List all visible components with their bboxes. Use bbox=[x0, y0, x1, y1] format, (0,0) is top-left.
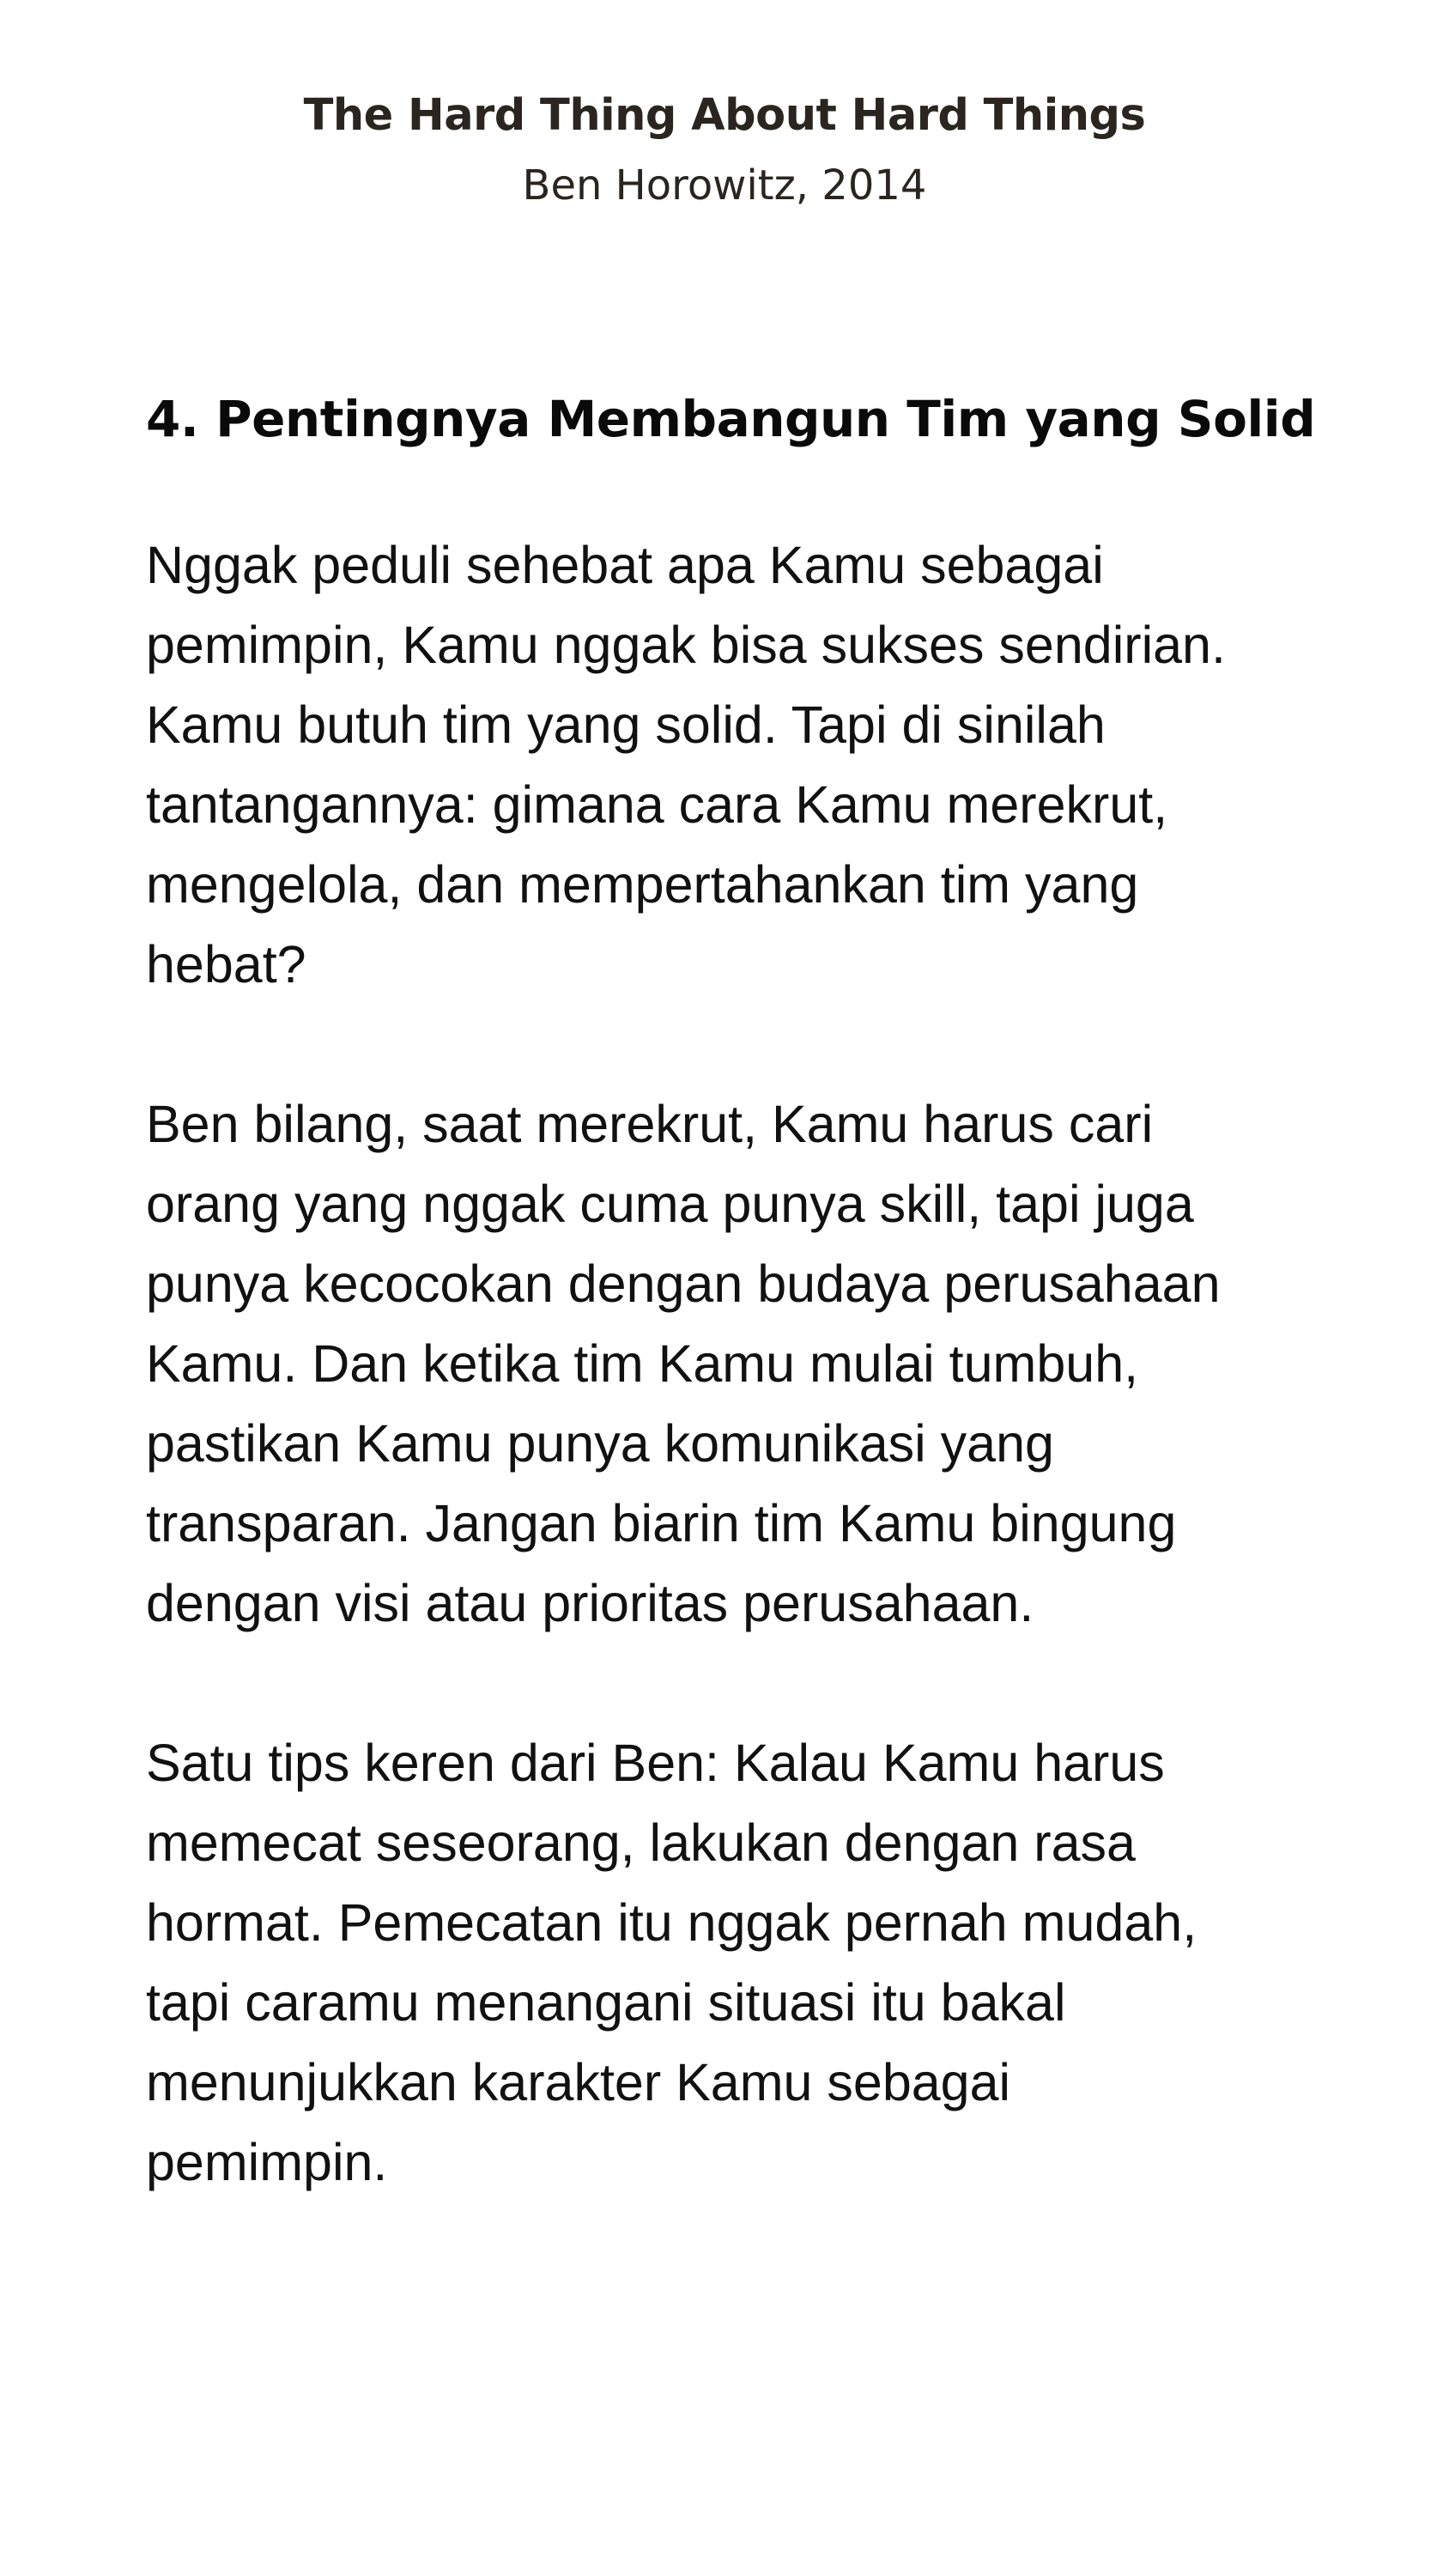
paragraph-line: punya kecocokan dengan budaya perusahaan bbox=[146, 1255, 1221, 1313]
book-header bbox=[0, 86, 1449, 220]
paragraph-line: tapi caramu menangani situasi itu bakal bbox=[146, 1973, 1066, 2032]
paragraph-line: mengelola, dan mempertahankan tim yang bbox=[146, 855, 1139, 914]
paragraph-line: Kamu butuh tim yang solid. Tapi di sinilah bbox=[146, 696, 1106, 754]
paragraph-line: pastikan Kamu punya komunikasi yang bbox=[146, 1414, 1054, 1473]
paragraph-line: Kamu. Dan ketika tim Kamu mulai tumbuh, bbox=[146, 1334, 1139, 1393]
paragraph-line: Ben bilang, saat merekrut, Kamu harus cari bbox=[146, 1095, 1154, 1153]
book-title: The Hard Thing About Hard Things bbox=[303, 90, 1146, 141]
paragraph-line: pemimpin. bbox=[146, 2133, 388, 2191]
paragraph-line: orang yang nggak cuma punya skill, tapi juga bbox=[146, 1175, 1194, 1233]
paragraph-line: dengan visi atau prioritas perusahaan. bbox=[146, 1574, 1034, 1632]
paragraph bbox=[146, 1723, 1348, 2202]
paragraph-line: Satu tips keren dari Ben: Kalau Kamu harus bbox=[146, 1734, 1165, 1792]
paragraph-line: transparan. Jangan biarin tim Kamu bingung bbox=[146, 1494, 1177, 1552]
paragraph-line: pemimpin, Kamu nggak bisa sukses sendirian. bbox=[146, 616, 1226, 674]
paragraph-line: memecat seseorang, lakukan dengan rasa bbox=[146, 1814, 1136, 1872]
section-content bbox=[146, 378, 1348, 2282]
paragraph bbox=[146, 526, 1348, 1005]
paragraph-line: menunjukkan karakter Kamu sebagai bbox=[146, 2053, 1011, 2111]
book-author-year: Ben Horowitz, 2014 bbox=[522, 161, 927, 210]
section-heading: 4. Pentingnya Membangun Tim yang Solid bbox=[146, 390, 1316, 448]
paragraph-line: hormat. Pemecatan itu nggak pernah mudah, bbox=[146, 1893, 1197, 1952]
paragraph-line: hebat? bbox=[146, 935, 306, 993]
paragraph-line: tantangannya: gimana cara Kamu merekrut, bbox=[146, 775, 1168, 834]
paragraph bbox=[146, 1084, 1348, 1643]
paragraph-line: Nggak peduli sehebat apa Kamu sebagai bbox=[146, 536, 1104, 594]
